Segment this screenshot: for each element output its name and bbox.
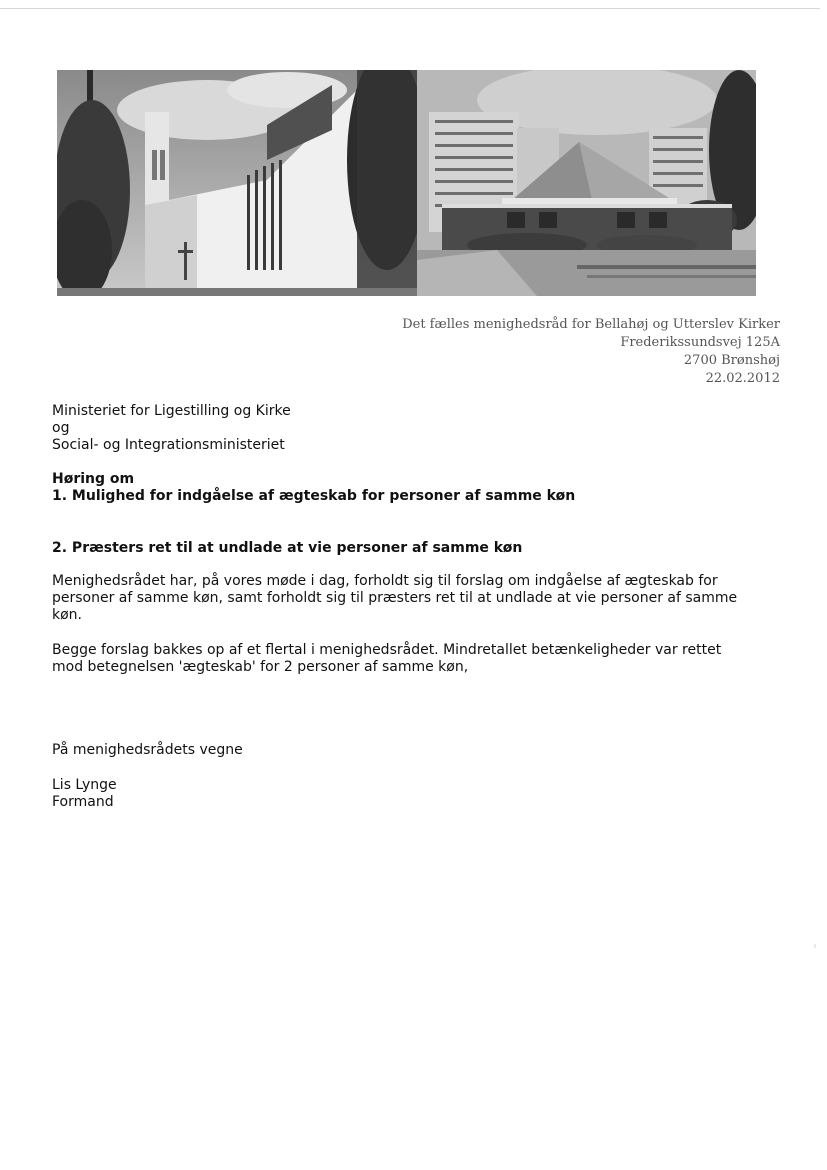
- scan-artifact: [814, 944, 816, 948]
- signer-name: Lis Lynge: [52, 777, 117, 793]
- letter-date: 22.02.2012: [705, 371, 780, 386]
- signature-block: [52, 777, 117, 811]
- subject-item-1: 1. Mulighed for indgåelse af ægteskab for personer af samme køn: [52, 488, 576, 504]
- recipient-line-3: Social- og Integrationsministeriet: [52, 437, 285, 453]
- recipient-line-1: Ministeriet for Ligestilling og Kirke: [52, 403, 291, 419]
- subject-block: [52, 471, 575, 505]
- recipient-line-2: og: [52, 420, 70, 436]
- church-photo-left: [57, 70, 417, 296]
- recipient-block: [52, 403, 291, 454]
- body-paragraph-1: Menighedsrådet har, på vores møde i dag, forholdt sig til forslag om indgåelse af ægteskab for personer af samme køn, samt forholdt sig til præsters ret til at undlade at vie personer af samme køn.: [52, 573, 738, 623]
- sender-city: 2700 Brønshøj: [683, 353, 780, 368]
- sender-street: Frederikssundsvej 125A: [620, 335, 780, 350]
- closing-line: På menighedsrådets vegne: [52, 742, 243, 758]
- subject-heading: Høring om: [52, 471, 135, 487]
- subject-item-2: 2. Præsters ret til at undlade at vie personer af samme køn: [52, 540, 523, 556]
- body-paragraph-2: Begge forslag bakkes op af et flertal i menighedsrådet. Mindretallet betænkeligheder var rettet mod betegnelsen 'ægteskab' for 2 personer af samme køn,: [52, 642, 722, 675]
- church-photo-right: [417, 70, 756, 296]
- sender-organisation: Det fælles menighedsråd for Bellahøj og Utterslev Kirker: [402, 317, 780, 332]
- scan-edge-line: [0, 8, 820, 9]
- signer-title: Formand: [52, 794, 114, 810]
- sender-address: [402, 316, 780, 388]
